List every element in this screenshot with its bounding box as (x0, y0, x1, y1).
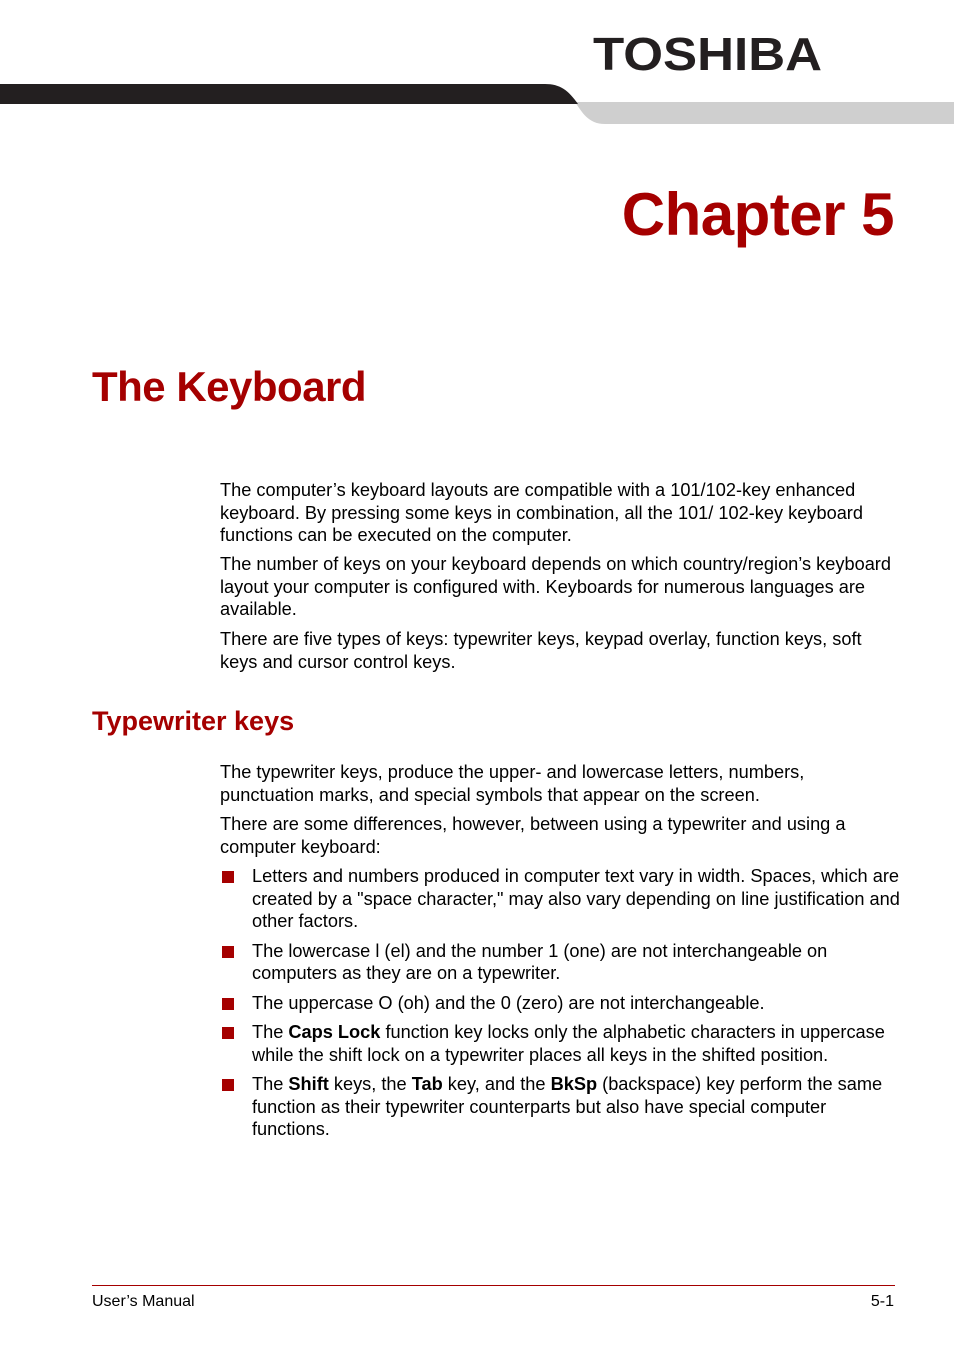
footer-manual-title: User’s Manual (92, 1293, 195, 1310)
intro-paragraph-1: The computer’s keyboard layouts are compatible with a 101/102-key enhanced keyboard. By pressing some keys in combination, all the 101/ 102-key keyboard functions can be executed on the computer. (220, 480, 863, 545)
bullet-square-icon (222, 998, 234, 1010)
key-name: BkSp (550, 1074, 598, 1094)
bullet-square-icon (222, 946, 234, 958)
bullet-square-icon (222, 871, 234, 883)
differences-list (220, 865, 900, 1148)
list-item-text (252, 1022, 885, 1065)
page-title: The Keyboard (92, 363, 367, 410)
footer-divider (92, 1285, 895, 1286)
header-band (0, 84, 954, 126)
chapter-label: Chapter 5 (621, 181, 894, 248)
intro-paragraph-2: The number of keys on your keyboard depends on which country/region’s keyboard layout your computer is configured with. Keyboards for numerous languages are available. (220, 554, 891, 619)
list-item (220, 992, 900, 1015)
text-run: keys, the (328, 1074, 412, 1094)
key-name: Caps Lock (288, 1022, 381, 1042)
list-item-text: The uppercase O (oh) and the 0 (zero) are not interchangeable. (252, 992, 765, 1013)
list-item-text (252, 1074, 882, 1139)
text-run: key, and the (442, 1074, 551, 1094)
bullet-square-icon (222, 1027, 234, 1039)
text-run: function key locks only the alphabetic characters in uppercase while the shift lock on a typewriter places all keys in the shifted position. (252, 1022, 885, 1065)
section-paragraph-1: The typewriter keys, produce the upper- and lowercase letters, numbers, punctuation marks, and special symbols that appear on the screen. (220, 762, 805, 805)
list-item (220, 1073, 900, 1141)
page-number: 5-1 (870, 1293, 894, 1310)
key-name: Tab (411, 1074, 443, 1094)
key-name: Shift (288, 1074, 329, 1094)
list-item (220, 865, 900, 933)
section-paragraph-2: There are some differences, however, between using a typewriter and using a computer keyboard: (220, 814, 846, 857)
toshiba-logo (593, 33, 822, 73)
list-item (220, 1021, 900, 1066)
text-run: The (252, 1022, 289, 1042)
text-run: The (252, 1074, 289, 1094)
logo-text: TOSHIBA (593, 33, 822, 73)
intro-paragraph-3: There are five types of keys: typewriter keys, keypad overlay, function keys, soft keys and cursor control keys. (220, 629, 862, 672)
text-run: (backspace) key perform the same function as their typewriter counterparts but also have special computer functions. (252, 1074, 883, 1139)
bullet-square-icon (222, 1079, 234, 1091)
list-item-text: Letters and numbers produced in computer text vary in width. Spaces, which are created by a "space character," may also vary depending on line justification and other factors. (252, 866, 900, 931)
list-item (220, 940, 900, 985)
section-title: Typewriter keys (92, 706, 295, 736)
list-item-text: The lowercase l (el) and the number 1 (one) are not interchangeable on computers as they are on a typewriter. (252, 940, 828, 983)
